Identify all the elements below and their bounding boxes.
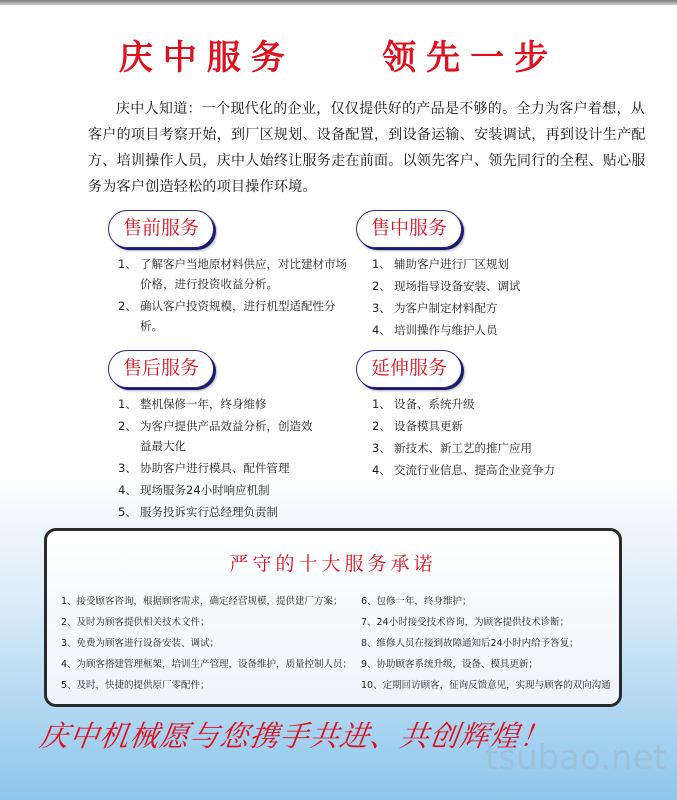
promise-item: 10、定期回访顾客，征询反馈意见，实现与顾客的双向沟通 [361,680,611,691]
list-item: 5、 服务投诉实行总经理负责制 [118,505,278,519]
list-item: 1、 了解客户当地原材料供应，对比建材市场价格，进行投资收益分析。 [118,257,347,291]
promise-item: 3、免费为顾客进行设备安装、调试； [61,638,220,649]
slogan: 庆中机械愿与您携手共进、共创辉煌！ [37,719,553,753]
promise-item: 1、接受顾客咨询，根据顾客需求，确定经营规模，提供建厂方案； [61,596,343,607]
in-sale-heading: 售中服务 [356,210,462,248]
list-item: 4、 培训操作与维护人员 [372,323,498,337]
pre-sale-heading: 售前服务 [108,210,214,248]
top-border-strip [0,0,677,5]
list-item: 3、 为客户制定材料配方 [372,301,498,315]
list-item: 2、 为客户提供产品效益分析，创造效益最大化 [118,419,313,453]
list-item: 3、 新技术、新工艺的推广应用 [372,441,532,455]
promise-item: 4、为顾客搭建管理框架，培训生产管理，设备维护，质量控制人员； [61,659,353,670]
list-item: 2、 设备模具更新 [372,419,463,433]
promises-title: 严守的十大服务承诺 [229,553,437,575]
promise-item: 9、协助顾客系统升级，设备、模具更新； [361,659,539,670]
promise-item: 8、维修人员在接到故障通知后24小时内给予答复； [361,638,579,649]
extended-service-list [372,394,632,482]
pre-sale-list [118,254,350,338]
promises-right-column [361,595,619,700]
list-item: 4、 现场服务24小时响应机制 [118,483,270,497]
list-item: 1、 辅助客户进行厂区规划 [372,257,509,271]
after-sale-heading: 售后服务 [108,350,214,388]
watermark: tsubao.net [485,738,667,778]
after-sale-list [118,394,318,524]
page-title: 庆中服务 领先一步 [118,38,559,78]
promise-item: 7、24小时接受技术咨询，为顾客提供技术诊断； [361,617,570,628]
in-sale-list [372,254,632,342]
promises-left-column [61,595,361,700]
list-item: 2、 现场指导设备安装、调试 [372,279,521,293]
intro-paragraph: 庆中人知道：一个现代化的企业，仅仅提供好的产品是不够的。全力为客户着想，从客户的项目考察开始，到厂区规划、设备配置，到设备运输、安装调试，再到设计生产配方、培训操作人员，庆中人始终让服务走在前面。以领先客户、领先同行的全程、贴心服务为客户创造轻松的项目操作环境。 [88,101,646,195]
service-promises-panel [44,528,622,707]
list-item: 1、 设备、系统升级 [372,397,475,411]
list-item: 4、 交流行业信息、提高企业竞争力 [372,463,555,477]
extended-service-heading: 延伸服务 [356,350,462,388]
list-item: 3、 协助客户进行模具、配件管理 [118,461,290,475]
promise-item: 2、及时为顾客提供相关技术文件； [61,617,210,628]
list-item: 1、 整机保修一年，终身维修 [118,397,267,411]
list-item: 2、 确认客户投资规模，进行机型适配性分析。 [118,299,336,333]
promise-item: 6、包修一年，终身维护； [361,596,472,607]
promise-item: 5、及时，快捷的提供原厂零配件； [61,680,210,691]
